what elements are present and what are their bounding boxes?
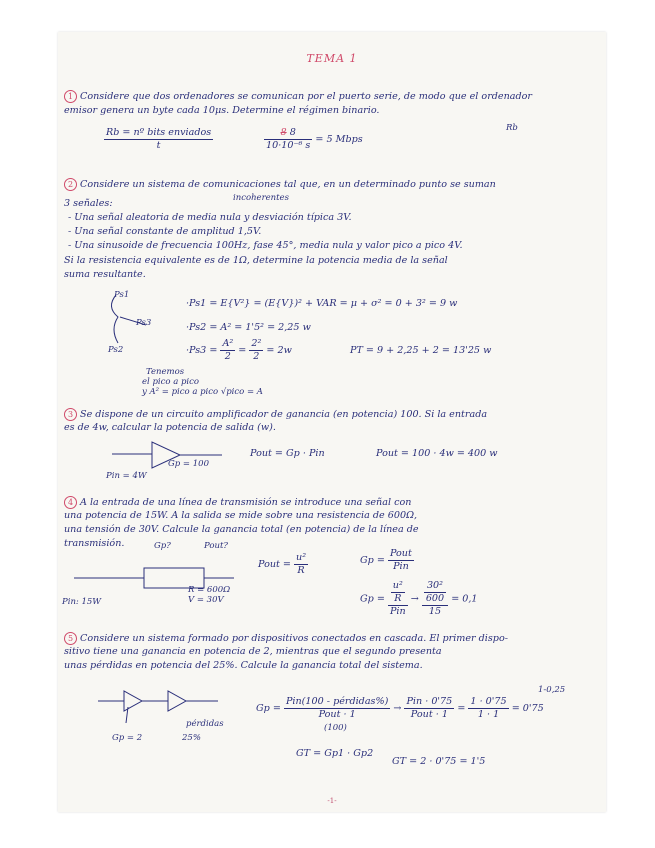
problem-5-losses-pct: 25% [182, 733, 201, 743]
problem-3-eq-2: Pout = 100 · 4w = 400 w [376, 448, 498, 459]
problem-2-line-1: 2 Considere un sistema de comunicaciones tal que, en un determinado punto se suman [64, 178, 496, 191]
problem-2-ps2-label: Ps2 [108, 345, 124, 355]
problem-1-rb-note: Rb [506, 123, 518, 133]
problem-2-total: PT = 9 + 2,25 + 2 = 13'25 w [350, 345, 492, 356]
problem-2-item-1: - Una señal aleatoria de media nula y desviación típica 3V. [68, 212, 352, 223]
problem-3-gain-label: Gp = 100 [168, 459, 209, 469]
problem-5-eq-annotation: 1-0,25 [538, 685, 566, 695]
problem-4-resistance-label: R = 600Ω [188, 585, 231, 595]
problem-4-gain-expanded: Gp = $\frac{\frac{\text{u²}}{R}}{\text{Pin}}$ → $\frac{\frac{\text{30²}}{600}}{15}$ = 0,1 [360, 580, 478, 617]
problem-5-number: 5 [64, 632, 77, 645]
problem-4-pin-label: Pin: 15W [62, 597, 102, 607]
problem-4-gain-question: Gp? [154, 541, 171, 551]
problem-4-line-1: 4 A la entrada de una línea de transmisión se introduce una señal con [64, 496, 411, 509]
problem-2-line-4: suma resultante. [64, 269, 146, 280]
problem-2-note-incoherent: incoherentes [233, 193, 289, 203]
problem-2-number: 2 [64, 178, 77, 191]
problem-5-eq-1: Gp = $\frac{\text{Pin(100 - pérdidas\%)}}{\text{Pout · 1}}$ → $\frac{\text{Pin · 0'75}}{\text{Pout · 1}}$ = $\frac{1 \cdot 0'75}{1 \cdot 1}$ = 0'75 [256, 696, 544, 720]
problem-5-gain-label: Gp = 2 [112, 733, 143, 743]
problem-4-number: 4 [64, 496, 77, 509]
problem-2-note-2: el pico a pico [142, 377, 199, 387]
problem-4-line-3: una tensión de 30V. Calcule la ganancia total (en potencia) de la línea de [64, 524, 419, 535]
problem-4-line-4: transmisión. [64, 538, 125, 549]
problem-2-note-1: Tenemos [146, 367, 185, 377]
problem-3-eq-1: Pout = Gp · Pin [250, 448, 325, 459]
problem-2-eq-2: ·Ps2 = A² = 1'5² = 2,25 w [186, 322, 311, 333]
problem-2-ps3-label: Ps3 [136, 318, 152, 328]
problem-3-line-1: 3 Se dispone de un circuito amplificador de ganancia (en potencia) 100. Si la entrada [64, 408, 487, 421]
problem-3-pin-label: Pin = 4W [106, 471, 147, 481]
problem-1-line-1: 1 Considere que dos ordenadores se comunican por el puerto serie, de modo que el ordenador [64, 90, 532, 103]
problem-1-number: 1 [64, 90, 77, 103]
problem-1-formula-2: $\frac{8 8}{\text{10·10⁻⁶ s}}$ = 5 Mbps [266, 127, 363, 151]
problem-2-ps1-label: Ps1 [114, 290, 130, 300]
problem-5-total-result: GT = 2 · 0'75 = 1'5 [392, 756, 486, 767]
problem-2-line-3: Si la resistencia equivalente es de 1Ω, determine la potencia media de la señal [64, 255, 448, 266]
problem-5-losses-label: pérdidas [186, 719, 224, 729]
page-title: TEMA 1 [306, 52, 358, 65]
problem-4-line-2: una potencia de 15W. A la salida se mide sobre una resistencia de 600Ω, [64, 510, 418, 521]
problem-1-line-2: emisor genera un byte cada 10μs. Determine el régimen binario. [64, 105, 380, 116]
problem-4-pout-question: Pout? [204, 541, 228, 551]
problem-5-line-1: 5 Considere un sistema formado por dispositivos conectados en cascada. El primer dispo- [64, 632, 508, 645]
notebook-page [58, 32, 606, 812]
problem-2-note-3: y A² = pico a pico √pico = A [142, 387, 263, 397]
page-number: -1- [327, 797, 337, 805]
problem-4-gain-formula: Gp = $\frac{\text{Pout}}{\text{Pin}}$ [360, 548, 412, 572]
problem-3-line-2: es de 4w, calcular la potencia de salida (w). [64, 422, 276, 433]
problem-4-pout-formula: Pout = $\frac{\text{u²}}{R}$ [258, 552, 307, 576]
problem-3-number: 3 [64, 408, 77, 421]
problem-2-eq-1: ·Ps1 = E{V²} = (E{V})² + VAR = μ + σ² = 0 + 3² = 9 w [186, 298, 458, 309]
problem-1-formula-1: $\frac{\text{Rb = nº bits enviados}}{t}$ [106, 127, 212, 151]
problem-2-item-2: - Una señal constante de amplitud 1,5V. [68, 226, 262, 237]
problem-2-line-2: 3 señales: [64, 198, 113, 209]
problem-5-total-formula: GT = Gp1 · Gp2 [296, 748, 374, 759]
problem-2-eq-3: ·Ps3 = $\frac{\text{A²}}{2}$ = $\frac{\text{2²}}{2}$ = 2w [186, 338, 292, 362]
problem-2-item-3: - Una sinusoide de frecuencia 100Hz, fase 45°, media nula y valor pico a pico 4V. [68, 240, 463, 251]
problem-5-line-2: sitivo tiene una ganancia en potencia de 2, mientras que el segundo presenta [64, 646, 442, 657]
problem-4-voltage-label: V = 30V [188, 595, 224, 605]
problem-5-line-3: unas pérdidas en potencia del 25%. Calcule la ganancia total del sistema. [64, 660, 423, 671]
problem-5-eq-note: (100) [324, 723, 347, 733]
